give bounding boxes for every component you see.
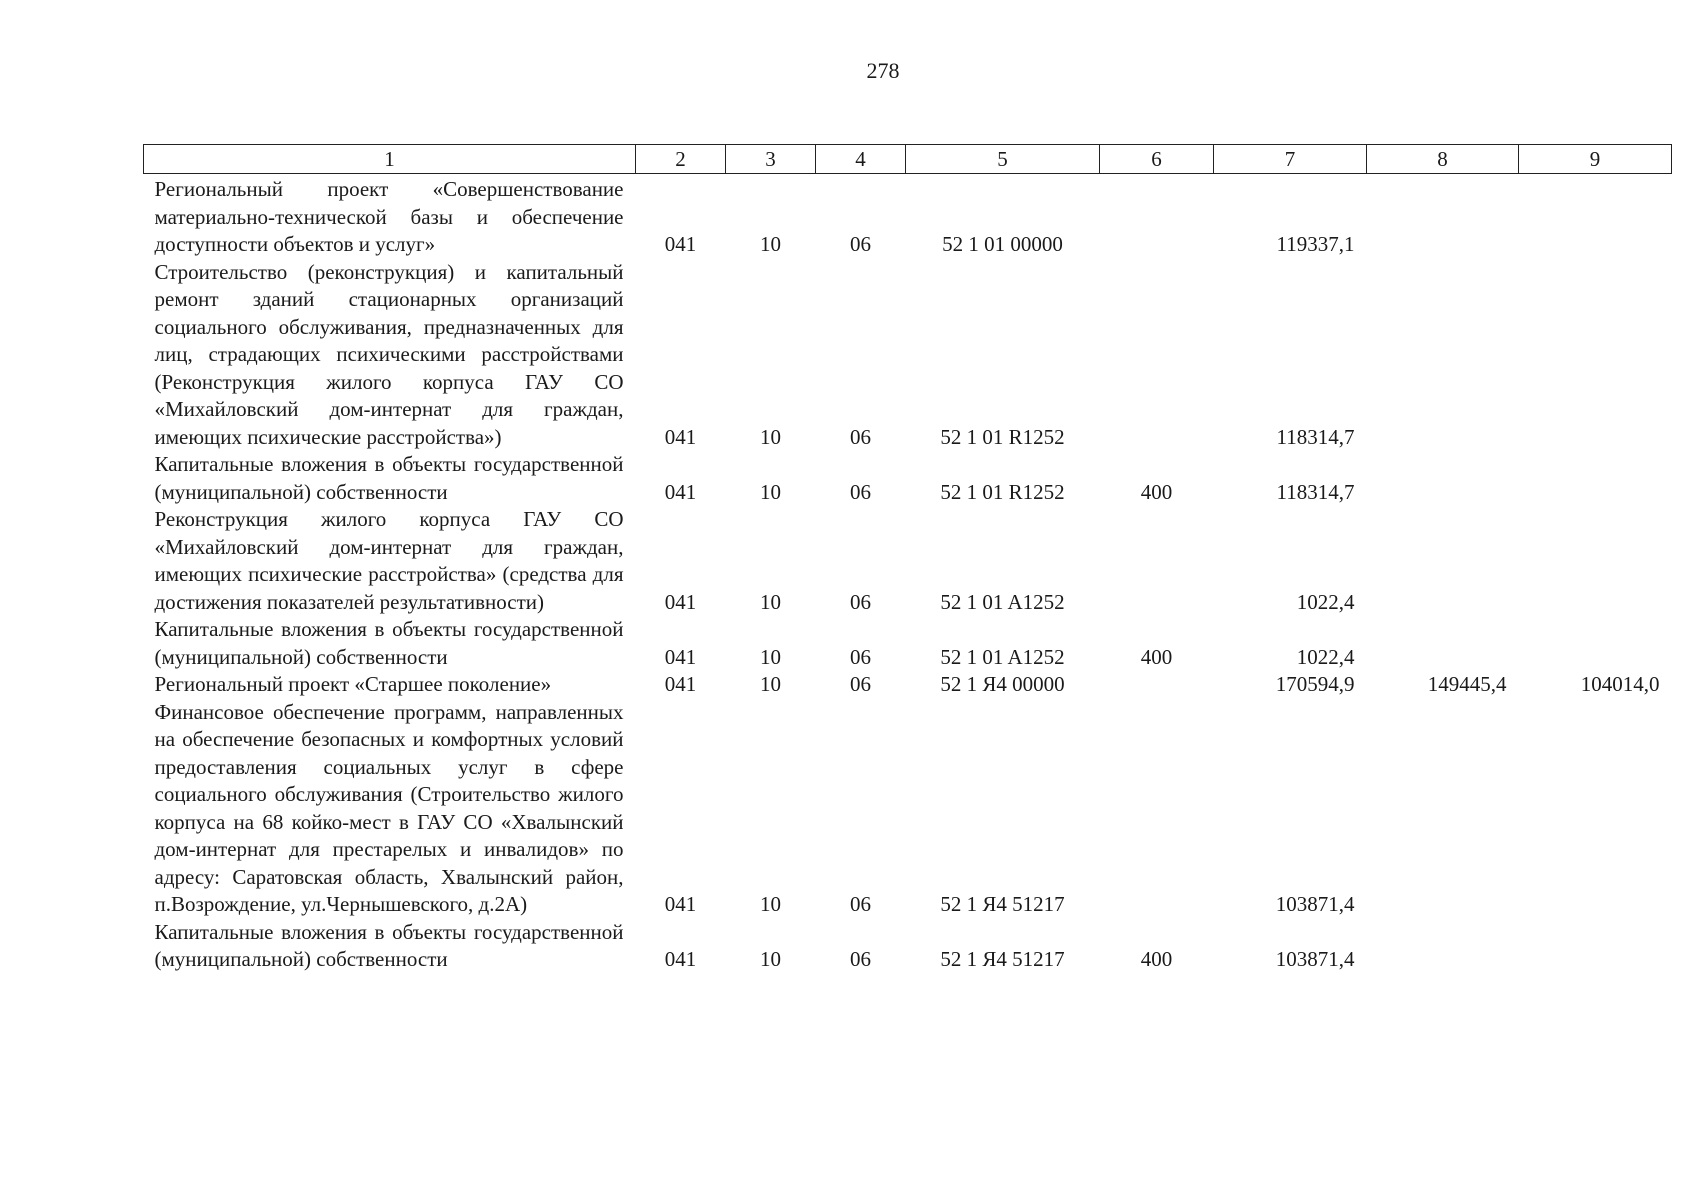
row-section-code: 10 xyxy=(760,644,781,669)
row-ministry-code: 041 xyxy=(664,479,697,504)
row-expense-type xyxy=(1100,259,1214,452)
row-subsection-code: 06 xyxy=(850,232,871,256)
row-amount-3 xyxy=(1519,451,1672,506)
row-expense-type xyxy=(1100,671,1214,699)
row-expense-type: 400 xyxy=(1140,644,1173,669)
row-amount-1: 103871,4 xyxy=(1275,892,1355,916)
table-row xyxy=(144,671,1672,699)
row-name: Региональный проект «Старшее поколение» xyxy=(154,672,552,696)
row-section-code: 10 xyxy=(760,672,781,696)
row-section-code: 10 xyxy=(760,589,781,614)
row-section-code: 10 xyxy=(760,947,781,971)
table-row xyxy=(144,174,1672,259)
row-target-code: 52 1 Я4 51217 xyxy=(940,892,1065,916)
row-amount-2 xyxy=(1367,919,1519,974)
header-cell-1: 1 xyxy=(144,145,636,174)
row-subsection-code: 06 xyxy=(850,892,871,916)
row-amount-3 xyxy=(1519,174,1672,259)
table-row xyxy=(144,699,1672,919)
row-expense-type: 400 xyxy=(1140,947,1173,971)
table-row xyxy=(144,451,1672,506)
table-row xyxy=(144,259,1672,452)
row-amount-1: 1022,4 xyxy=(1296,644,1355,669)
budget-table xyxy=(143,144,1671,974)
row-ministry-code: 041 xyxy=(664,589,697,614)
header-cell-4: 4 xyxy=(816,145,906,174)
header-cell-7: 7 xyxy=(1214,145,1367,174)
row-expense-type xyxy=(1100,174,1214,259)
header-cell-2: 2 xyxy=(636,145,726,174)
row-amount-2: 149445,4 xyxy=(1427,672,1507,696)
table-row xyxy=(144,919,1672,974)
row-amount-1: 1022,4 xyxy=(1296,589,1355,614)
row-section-code: 10 xyxy=(760,892,781,916)
row-amount-2 xyxy=(1367,699,1519,919)
row-amount-3 xyxy=(1519,616,1672,671)
row-amount-1: 118314,7 xyxy=(1276,479,1355,504)
header-cell-6: 6 xyxy=(1100,145,1214,174)
row-name: Региональный проект «Совершенствование материально-технической базы и обеспечение доступности объектов и услуг» xyxy=(154,177,624,256)
row-name: Капитальные вложения в объекты государственной (муниципальной) собственности xyxy=(154,617,624,669)
row-expense-type xyxy=(1100,699,1214,919)
row-target-code: 52 1 01 R1252 xyxy=(940,424,1065,449)
row-amount-2 xyxy=(1367,616,1519,671)
row-amount-3 xyxy=(1519,506,1672,616)
row-subsection-code: 06 xyxy=(850,589,871,614)
row-subsection-code: 06 xyxy=(850,947,871,971)
row-name: Реконструкция жилого корпуса ГАУ СО «Михайловский дом-интернат для граждан, имеющих психические расстройства» (средства для достижения показателей результативности) xyxy=(154,507,624,614)
row-target-code: 52 1 01 R1252 xyxy=(940,479,1065,504)
row-amount-2 xyxy=(1367,259,1519,452)
row-ministry-code: 041 xyxy=(664,947,697,971)
row-expense-type xyxy=(1100,506,1214,616)
row-ministry-code: 041 xyxy=(664,892,697,916)
row-subsection-code: 06 xyxy=(850,672,871,696)
row-amount-1: 118314,7 xyxy=(1276,424,1355,449)
row-target-code: 52 1 01 A1252 xyxy=(940,589,1065,614)
row-section-code: 10 xyxy=(760,232,781,256)
row-subsection-code: 06 xyxy=(850,479,871,504)
row-amount-1: 103871,4 xyxy=(1275,947,1355,971)
header-cell-8: 8 xyxy=(1367,145,1519,174)
page-number: 278 xyxy=(866,58,900,83)
row-amount-1: 119337,1 xyxy=(1276,232,1355,256)
row-ministry-code: 041 xyxy=(664,672,697,696)
row-subsection-code: 06 xyxy=(850,644,871,669)
row-amount-3: 104014,0 xyxy=(1580,672,1660,696)
row-amount-3 xyxy=(1519,699,1672,919)
header-cell-9: 9 xyxy=(1519,145,1672,174)
row-amount-3 xyxy=(1519,919,1672,974)
table-row xyxy=(144,616,1672,671)
row-subsection-code: 06 xyxy=(850,424,871,449)
row-name: Строительство (реконструкция) и капитальный ремонт зданий стационарных организаций социального обслуживания, предназначенных для лиц, страдающих психическими расстройствами (Реконструкция жилого корпуса ГАУ СО «Михайловский дом-интернат для граждан, имеющих психические расстройства») xyxy=(154,259,624,449)
row-target-code: 52 1 Я4 51217 xyxy=(940,947,1065,971)
row-amount-1: 170594,9 xyxy=(1275,672,1355,696)
row-expense-type: 400 xyxy=(1140,479,1173,504)
header-row xyxy=(144,145,1672,174)
row-amount-3 xyxy=(1519,259,1672,452)
row-target-code: 52 1 Я4 00000 xyxy=(940,672,1065,696)
row-name: Финансовое обеспечение программ, направленных на обеспечение безопасных и комфортных условий предоставления социальных услуг в сфере социального обслуживания (Строительство жилого корпуса на 68 койко-мест в ГАУ СО «Хвалынский дом-интернат для престарелых и инвалидов» по адресу: Саратовская область, Хвалынский район, п.Возрождение, ул.Чернышевского, д.2А) xyxy=(154,699,624,916)
header-cell-5: 5 xyxy=(906,145,1100,174)
row-amount-2 xyxy=(1367,506,1519,616)
row-ministry-code: 041 xyxy=(664,644,697,669)
row-amount-2 xyxy=(1367,451,1519,506)
header-cell-3: 3 xyxy=(726,145,816,174)
row-section-code: 10 xyxy=(760,479,781,504)
table-row xyxy=(144,506,1672,616)
row-target-code: 52 1 01 A1252 xyxy=(940,644,1065,669)
row-ministry-code: 041 xyxy=(664,424,697,449)
row-target-code: 52 1 01 00000 xyxy=(942,232,1063,256)
row-name: Капитальные вложения в объекты государственной (муниципальной) собственности xyxy=(154,919,624,971)
budget-table-grid xyxy=(143,144,1672,974)
row-amount-2 xyxy=(1367,174,1519,259)
row-ministry-code: 041 xyxy=(664,232,697,256)
row-section-code: 10 xyxy=(760,424,781,449)
row-name: Капитальные вложения в объекты государственной (муниципальной) собственности xyxy=(154,452,624,504)
